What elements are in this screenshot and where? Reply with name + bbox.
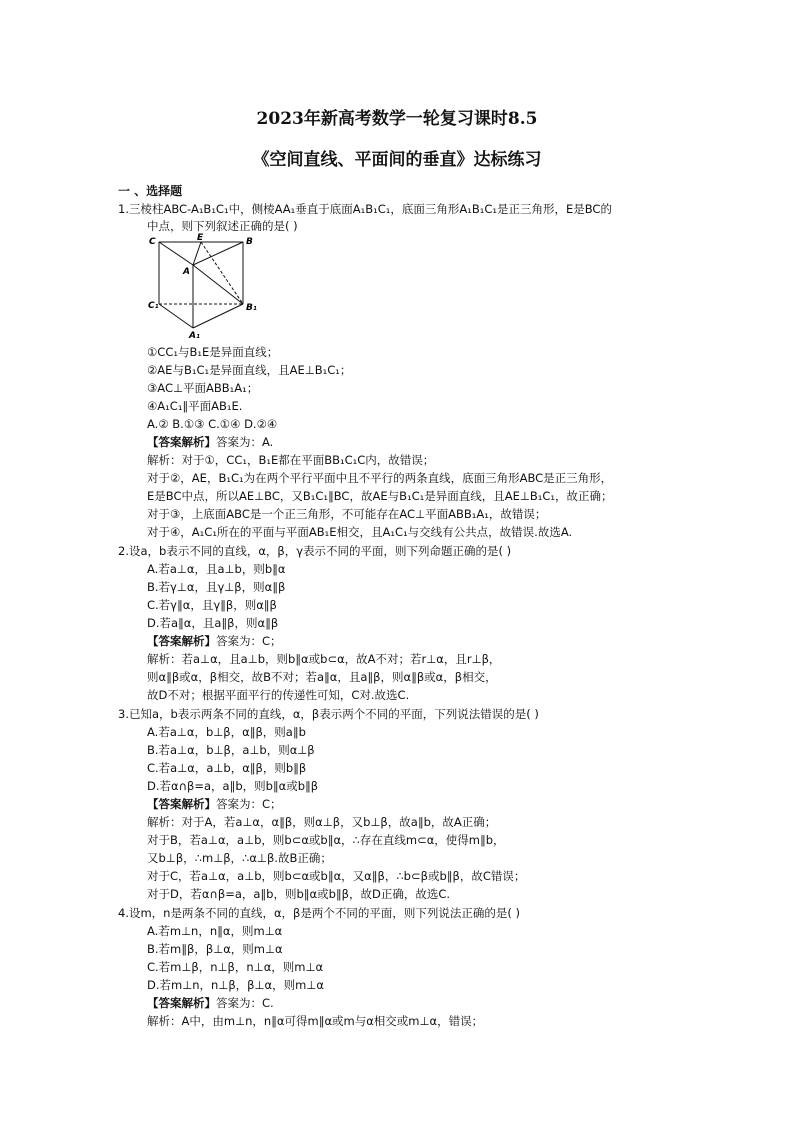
q1-statement-4: ④A₁C₁∥平面AB₁E. <box>147 399 243 413</box>
q1-explanation-2: 对于②，AE，B₁C₁为在两个平行平面中且不平行的两条直线，底面三角形ABC是正三角形， <box>147 471 613 485</box>
q1-explanation-3: E是BC中点，所以AE⊥BC，又B₁C₁∥BC，故AE与B₁C₁是异面直线，且AE⊥B₁C₁，故正确； <box>147 489 613 503</box>
q2-stem: 2.设a，b表示不同的直线，α，β，γ表示不同的平面，则下列命题正确的是( ) <box>118 544 512 558</box>
q1-answer <box>147 435 273 449</box>
q1-statement-3: ③AC⊥平面ABB₁A₁； <box>147 381 259 395</box>
q1-explanation-4: 对于③，上底面ABC是一个正三角形，不可能存在AC⊥平面ABB₁A₁，故错误； <box>147 507 547 521</box>
answer-heading: 【答案解析】 <box>147 797 216 811</box>
label-E: E <box>197 233 204 243</box>
q3-answer <box>147 797 282 811</box>
q4-option-d: D.若m⊥n，n⊥β，β⊥α，则m⊥α <box>147 978 324 992</box>
answer-text: 答案为：C； <box>216 797 282 811</box>
label-A1: A₁ <box>189 331 200 340</box>
answer-text: 答案为：C. <box>216 996 274 1010</box>
q3-option-a: A.若a⊥α，b⊥β，α∥β，则a∥b <box>147 725 306 739</box>
q4-option-b: B.若m∥β，β⊥α，则m⊥α <box>147 942 283 956</box>
q4-option-a: A.若m⊥n，n∥α，则m⊥α <box>147 924 283 938</box>
answer-text: 答案为：C； <box>216 634 282 648</box>
q2-option-c: C.若γ∥α，且γ∥β，则α∥β <box>147 598 277 612</box>
q4-answer <box>147 996 274 1010</box>
label-A: A <box>183 267 190 277</box>
q4-option-c: C.若m⊥β，n⊥β，n⊥α，则m⊥α <box>147 960 324 974</box>
q3-option-b: B.若a⊥α，b⊥β，a⊥b，则α⊥β <box>147 743 315 757</box>
label-B: B <box>246 237 253 247</box>
q3-option-d: D.若α∩β=a，a∥b，则b∥α或b∥β <box>147 779 319 793</box>
q2-answer <box>147 634 282 648</box>
q3-explanation-1: 解析：对于A，若a⊥α，α∥β，则α⊥β，又b⊥β，故a∥b，故A正确； <box>147 815 497 829</box>
answer-heading: 【答案解析】 <box>147 634 216 648</box>
q1-statement-1: ①CC₁与B₁E是异面直线； <box>147 345 279 359</box>
answer-heading: 【答案解析】 <box>147 996 216 1010</box>
label-C1: C₁ <box>148 301 159 311</box>
section-heading: 一 、选择题 <box>118 184 183 198</box>
label-C: C <box>149 237 156 247</box>
q2-explanation-3: 故D不对；根据平面平行的传递性可知，C对.故选C. <box>147 688 410 702</box>
answer-heading: 【答案解析】 <box>147 435 216 449</box>
q3-explanation-3: 又b⊥β，∴m⊥β，∴α⊥β.故B正确； <box>147 851 332 865</box>
prism-figure <box>147 232 257 340</box>
q1-options: A.② B.①③ C.①④ D.②④ <box>147 417 278 431</box>
q1-explanation-5: 对于④，A₁C₁所在的平面与平面AB₁E相交，且A₁C₁与交线有公共点，故错误.故选A. <box>147 525 573 539</box>
q2-option-d: D.若a∥α，且a∥β，则α∥β <box>147 616 279 630</box>
label-B1: B₁ <box>246 303 257 313</box>
q3-explanation-5: 对于D，若α∩β=a，a∥b，则b∥α或b∥β，故D正确，故选C. <box>147 887 451 901</box>
q1-explanation-1: 解析：对于①，CC₁，B₁E都在平面BB₁C₁C内，故错误； <box>147 453 435 467</box>
q2-option-a: A.若a⊥α，且a⊥b，则b∥α <box>147 562 286 576</box>
q4-explanation-1: 解析：A中，由m⊥n，n∥α可得m∥α或m与α相交或m⊥α，错误； <box>147 1014 484 1028</box>
q3-stem: 3.已知a，b表示两条不同的直线，α，β表示两个不同的平面，下列说法错误的是( ) <box>118 707 539 721</box>
q3-explanation-2: 对于B，若a⊥α，a⊥b，则b⊂α或b∥α，∴存在直线m⊂α，使得m∥b， <box>147 833 505 847</box>
q1-statement-2: ②AE与B₁C₁是异面直线，且AE⊥B₁C₁； <box>147 363 352 377</box>
answer-text: 答案为：A. <box>216 435 274 449</box>
q1-stem-line2: 中点，则下列叙述正确的是( ) <box>147 219 298 233</box>
q2-explanation-1: 解析：若a⊥α，且a⊥b，则b∥α或b⊂α，故A不对；若r⊥α，且r⊥β， <box>147 652 501 666</box>
title-line-1: 2023年新高考数学一轮复习课时8.5 <box>256 109 538 129</box>
q3-option-c: C.若a⊥α，a⊥b，α∥β，则b∥β <box>147 761 307 775</box>
title-line-2: 《空间直线、平面间的垂直》达标练习 <box>252 150 542 170</box>
q2-explanation-2: 则α∥β或α，β相交，故B不对；若a∥α，且a∥β，则α∥β或α，β相交， <box>147 670 497 684</box>
q4-stem: 4.设m，n是两条不同的直线，α，β是两个不同的平面，则下列说法正确的是( ) <box>118 906 521 920</box>
q1-stem-line1: 1.三棱柱ABC-A₁B₁C₁中，侧棱AA₁垂直于底面A₁B₁C₁，底面三角形A₁B₁C₁是正三角形，E是BC的 <box>118 202 612 216</box>
q3-explanation-4: 对于C，若a⊥α，a⊥b，则b⊂α或b∥α，又α∥β，∴b⊂β或b∥β，故C错误； <box>147 869 526 883</box>
q2-option-b: B.若γ⊥α，且γ⊥β，则α∥β <box>147 580 286 594</box>
